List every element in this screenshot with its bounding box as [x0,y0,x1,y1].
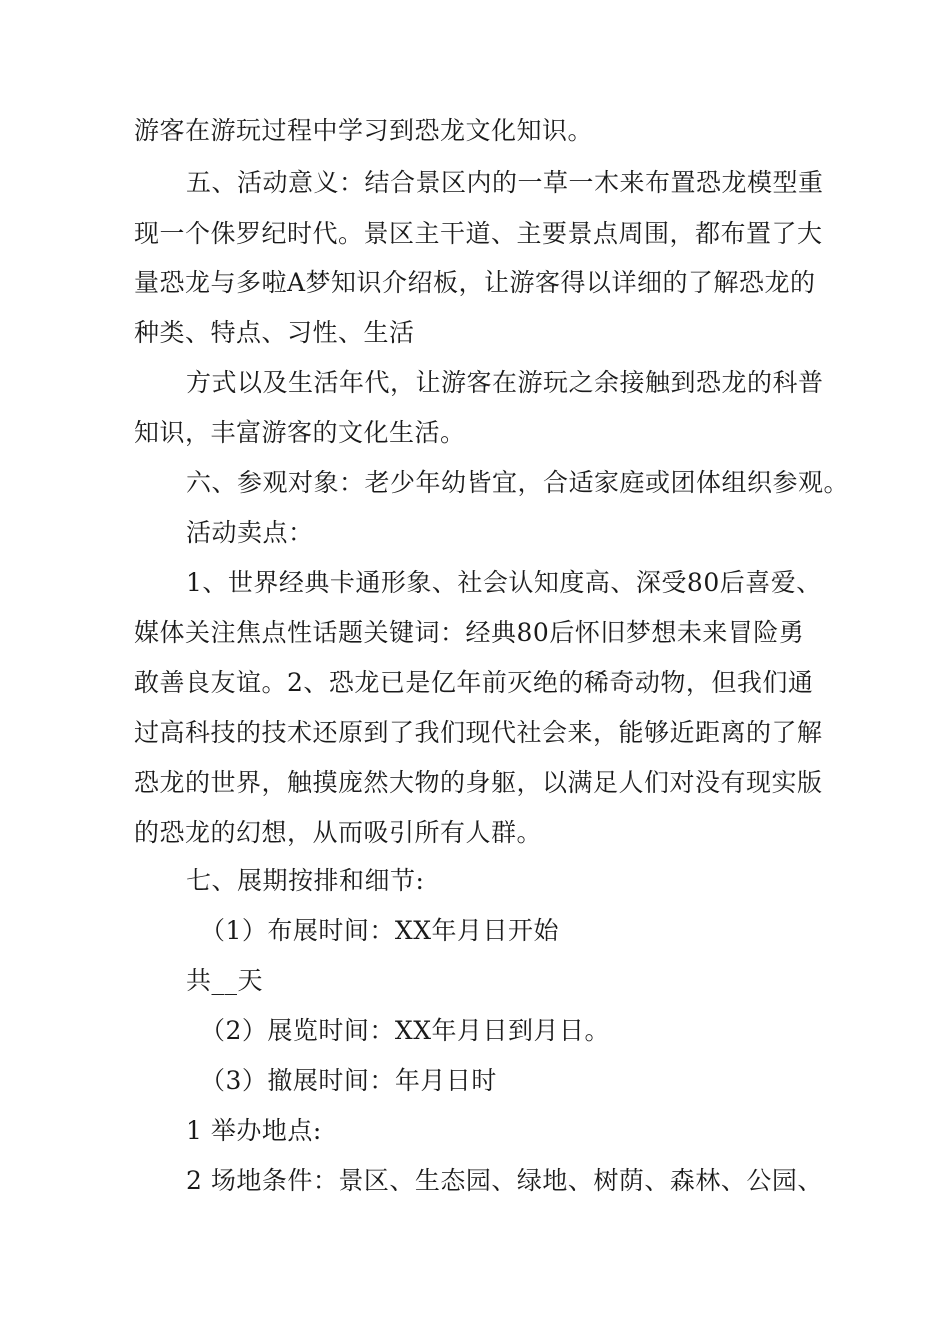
text-line: 1、世界经典卡通形象、社会认知度高、深受80后喜爱、 [186,568,822,597]
text-line: 六、参观对象：老少年幼皆宜，合适家庭或团体组织参观。 [186,468,850,497]
text-line: 量恐龙与多啦A梦知识介绍板，让游客得以详细的了解恐龙的 [134,268,816,297]
text-line: 知识，丰富游客的文化生活。 [134,418,466,447]
text-line: 过高科技的技术还原到了我们现代社会来，能够近距离的了解 [134,718,823,747]
text-line: 活动卖点： [186,518,314,547]
text-line: 2 场地条件：景区、生态园、绿地、树荫、森林、公园、 [186,1166,823,1195]
text-line: 种类、特点、习性、生活 [134,318,415,347]
text-line: 恐龙的世界，触摸庞然大物的身躯，以满足人们对没有现实版 [134,768,823,797]
text-line: 现一个侏罗纪时代。景区主干道、主要景点周围，都布置了大 [134,219,823,248]
text-line: 五、活动意义：结合景区内的一草一木来布置恐龙模型重 [186,168,824,197]
text-line: （2）展览时间：XX年月日到月日。 [200,1016,611,1045]
text-line: （1）布展时间：XX年月日开始 [200,916,560,945]
text-line: 方式以及生活年代，让游客在游玩之余接触到恐龙的科普 [186,368,824,397]
text-line: 敢善良友谊。2、恐龙已是亿年前灭绝的稀奇动物，但我们通 [134,668,814,697]
text-line: 1 举办地点: [186,1116,322,1145]
text-line: 媒体关注焦点性话题关键词：经典80后怀旧梦想未来冒险勇 [134,618,805,647]
text-line: 游客在游玩过程中学习到恐龙文化知识。 [134,116,594,145]
text-line: 共__天 [186,966,264,995]
text-line: 的恐龙的幻想，从而吸引所有人群。 [134,818,543,847]
text-line: （3）撤展时间：年月日时 [200,1066,497,1095]
text-line: 七、展期按排和细节: [186,866,425,895]
